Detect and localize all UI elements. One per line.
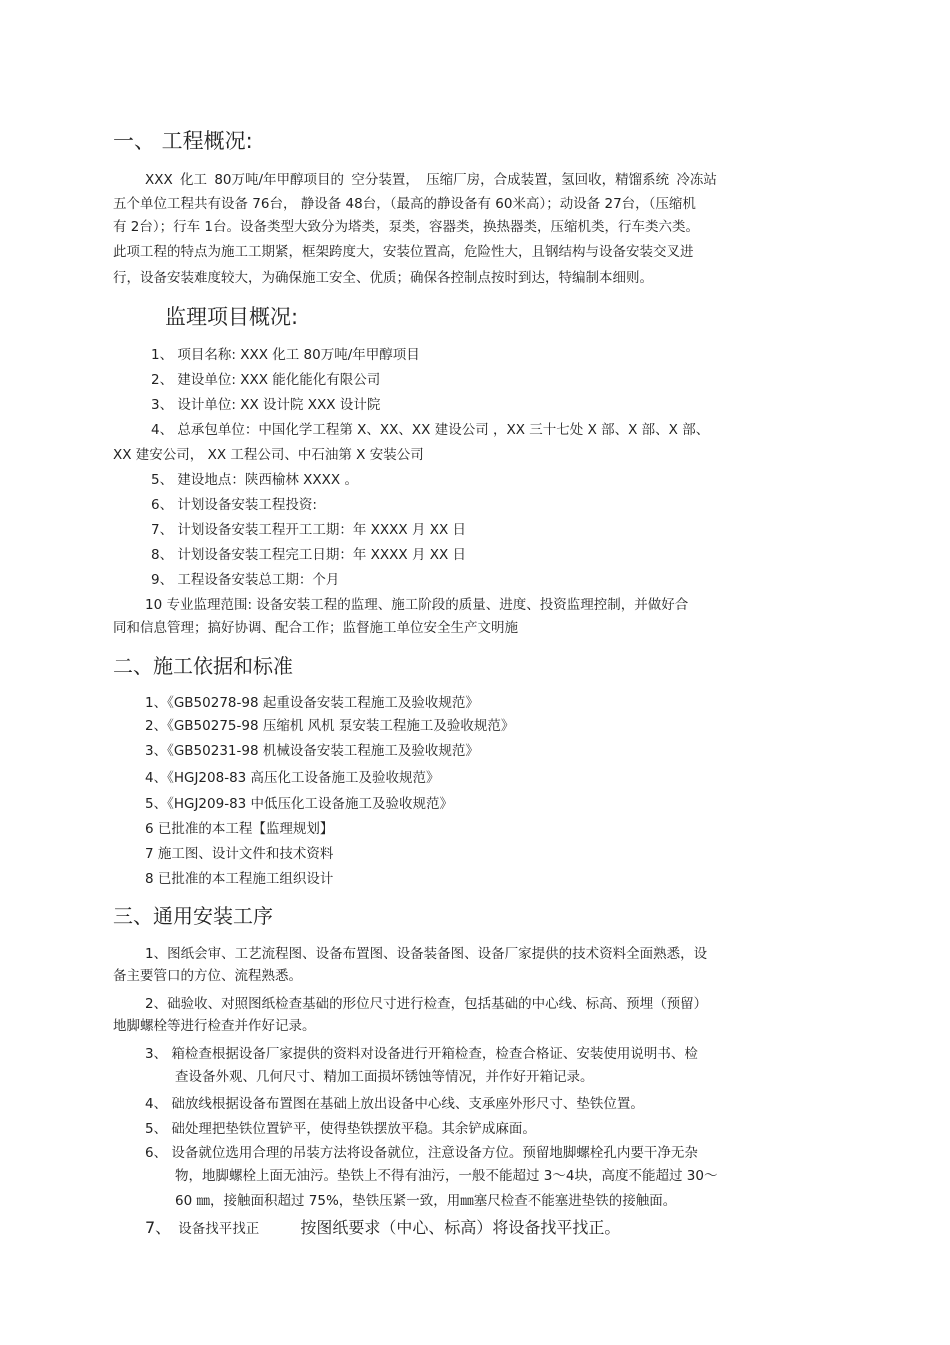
list-item: 9、 工程设备安装总工期：个月	[151, 572, 340, 588]
paragraph-line: 五个单位工程共有设备 76台， 静设备 48台，（最高的静设备有 60米高）；动设备 27台，（压缩机	[113, 196, 696, 212]
list-item: 2、《GB50275-98 压缩机 风机 泵安装工程施工及验收规范》	[145, 718, 515, 734]
list-item: 5、《HGJ209-83 中低压化工设备施工及验收规范》	[145, 796, 454, 812]
list-item: 60 ㎜，接触面积超过 75%，垫铁压紧一致，用㎜塞尺检查不能塞进垫铁的接触面。	[175, 1193, 677, 1209]
list-subtitle: 设备找平找正	[178, 1221, 260, 1237]
list-item: 5、 础处理把垫铁位置铲平，使得垫铁摆放平稳。其余铲成麻面。	[145, 1121, 536, 1137]
list-item: 3、 设计单位: XX 设计院 XXX 设计院	[151, 397, 381, 413]
section-heading-2: 二、施工依据和标准	[113, 654, 293, 678]
section-heading-1: 一、 工程概况:	[113, 129, 253, 153]
list-item: 4、 总承包单位：中国化学工程第 X、XX、XX 建设公司 ，XX 三十七处 X 部、X 部、X 部、	[151, 422, 710, 438]
list-item: 4、 础放线根据设备布置图在基础上放出设备中心线、支承座外形尺寸、垫铁位置。	[145, 1096, 644, 1112]
list-item: 1、《GB50278-98 起重设备安装工程施工及验收规范》	[145, 695, 479, 711]
section-heading-project: 监理项目概况:	[165, 305, 299, 329]
list-item: 3、《GB50231-98 机械设备安装工程施工及验收规范》	[145, 743, 479, 759]
list-item: 1、图纸会审、工艺流程图、设备布置图、设备装备图、设备厂家提供的技术资料全面熟悉，设	[145, 946, 708, 962]
list-item: 物，地脚螺栓上面无油污。垫铁上不得有油污，一般不能超过 3～4块，高度不能超过 30～	[175, 1168, 718, 1184]
list-item: 6、 设备就位选用合理的吊装方法将设备就位，注意设备方位。预留地脚螺栓孔内要干净无杂	[145, 1145, 698, 1161]
list-item: 同和信息管理；搞好协调、配合工作；监督施工单位安全生产文明施	[113, 620, 518, 636]
paragraph-line: 此项工程的特点为施工工期紧，框架跨度大，安装位置高，危险性大，且钢结构与设备安装交叉进	[113, 244, 694, 260]
paragraph-line: XXX 化工 80万吨/年甲醇项目的 空分装置， 压缩厂房，合成装置，氢回收，精馏系统 冷冻站	[145, 172, 717, 188]
list-item: XX 建安公司， XX 工程公司、中石油第 X 安装公司	[113, 447, 424, 463]
paragraph-line: 有 2台）；行车 1台。设备类型大致分为塔类，泵类，容器类，换热器类，压缩机类，行车类六类。	[113, 219, 700, 235]
list-item: 2、础验收、对照图纸检查基础的形位尺寸进行检查，包括基础的中心线、标高、预埋（预留）	[145, 996, 708, 1012]
list-item: 6、 计划设备安装工程投资:	[151, 497, 317, 513]
list-item: 7、 计划设备安装工程开工工期：年 XXXX 月 XX 日	[151, 522, 467, 538]
list-item: 2、 建设单位: XXX 能化能化有限公司	[151, 372, 381, 388]
list-item: 备主要管口的方位、流程熟悉。	[113, 968, 302, 984]
list-item: 1、 项目名称: XXX 化工 80万吨/年甲醇项目	[151, 347, 420, 363]
list-item: 3、 箱检查根据设备厂家提供的资料对设备进行开箱检查，检查合格证、安装使用说明书、检	[145, 1046, 698, 1062]
list-item: 6 已批准的本工程【监理规划】	[145, 821, 334, 837]
list-item: 查设备外观、几何尺寸、精加工面损坏锈蚀等情况，并作好开箱记录。	[175, 1069, 594, 1085]
list-item: 8、 计划设备安装工程完工日期：年 XXXX 月 XX 日	[151, 547, 467, 563]
paragraph-line: 行，设备安装难度较大，为确保施工安全、优质；确保各控制点按时到达，特编制本细则。	[113, 270, 653, 286]
list-text: 按图纸要求（中心、标高）将设备找平找正。	[300, 1218, 621, 1237]
list-item: 地脚螺栓等进行检查并作好记录。	[113, 1018, 316, 1034]
list-item: 7 施工图、设计文件和技术资料	[145, 846, 334, 862]
list-item: 5、 建设地点：陕西榆林 XXXX 。	[151, 472, 358, 488]
list-number: 7、	[145, 1218, 172, 1237]
list-item: 10 专业监理范围: 设备安装工程的监理、施工阶段的质量、进度、投资监理控制，并做好合	[145, 597, 689, 613]
list-item: 8 已批准的本工程施工组织设计	[145, 871, 334, 887]
list-item: 4、《HGJ208-83 高压化工设备施工及验收规范》	[145, 770, 440, 786]
list-item-last	[145, 1216, 620, 1241]
section-heading-3: 三、通用安装工序	[113, 904, 273, 928]
